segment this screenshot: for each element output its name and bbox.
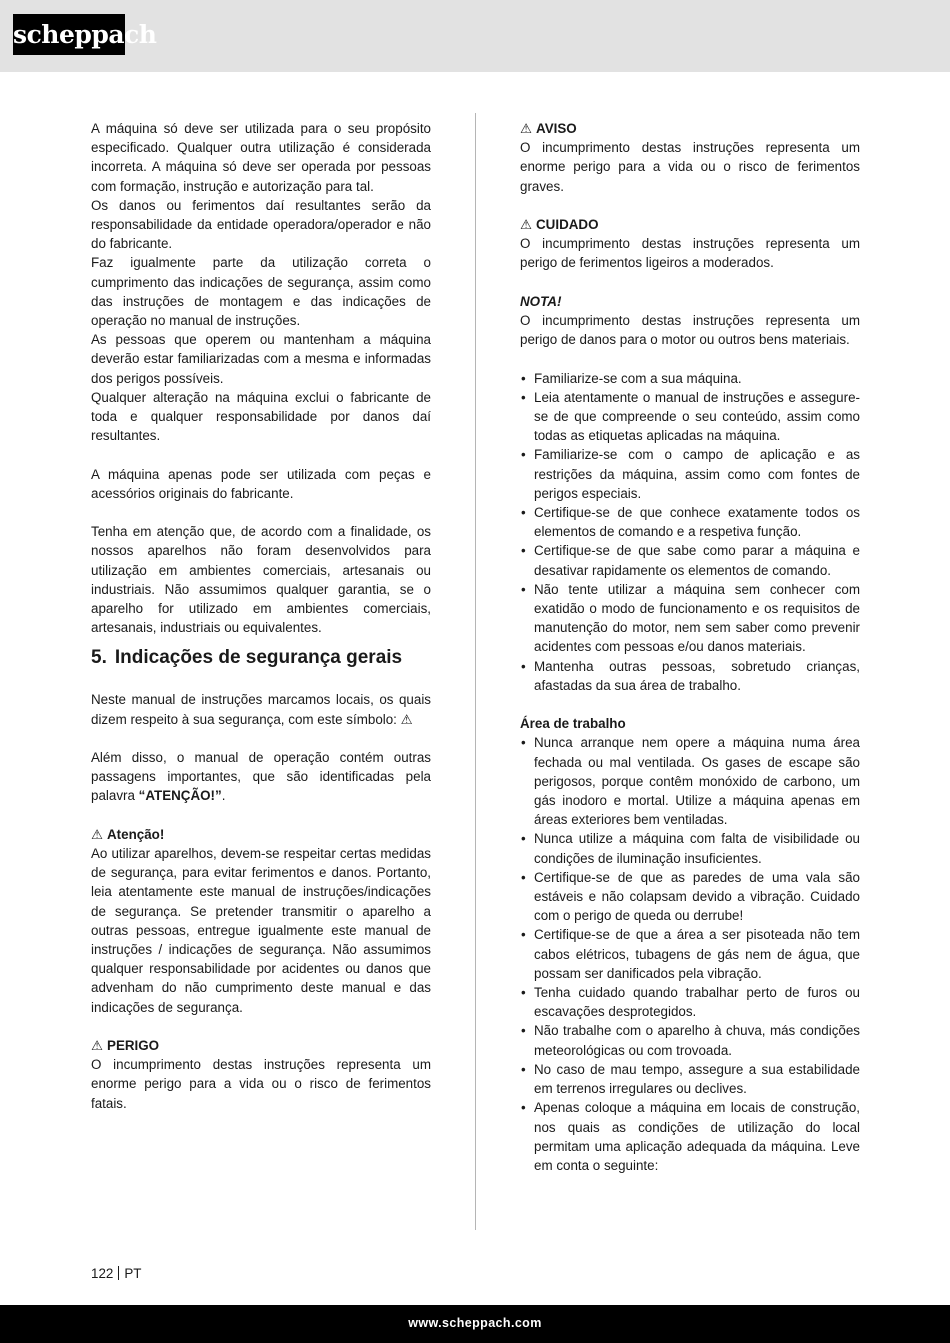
- nota-text: O incumprimento destas instruções representa um perigo de danos para o motor ou outros bens materiais.: [520, 313, 860, 348]
- warning-icon: ⚠: [91, 826, 104, 842]
- list-item: • Não tente utilizar a máquina sem conhecer com exatidão o modo de funcionamento e os requisitos de manutenção do motor, nem sem saber como prevenir acidentes com pessoas e/ou danos materiais.: [520, 580, 860, 657]
- atencao-text: Ao utilizar aparelhos, devem-se respeitar certas medidas de segurança, para evitar ferimentos e danos. Portanto, leia atentamente este manual de instruções/indicações de segurança. Se pretender transmitir o aparelho a outras pessoas, entregue igualmente este manual de instruções / indicações de segurança. Não assumimos qualquer responsabilidade por acidentes ou danos que advenham do não cumprimento deste manual e das indicações de segurança.: [91, 846, 431, 1015]
- warning-icon: ⚠: [520, 217, 533, 232]
- left-column: [91, 119, 431, 1113]
- attention-word-paragraph: Além disso, o manual de operação contém outras passagens importantes, que são identificadas pela palavra “ATENÇÃO!”.: [91, 750, 431, 804]
- list-item: • Certifique-se de que sabe como parar a máquina e desativar rapidamente os elementos de comando.: [520, 541, 860, 579]
- section-heading: [91, 646, 431, 670]
- footer-band: [0, 1305, 950, 1343]
- correct-use-paragraph: Faz igualmente parte da utilização correta o cumprimento das indicações de segurança, assim como das instruções de montagem e das indicações de operação no manual de instruções.: [91, 255, 431, 329]
- operators-paragraph: As pessoas que operem ou mantenham a máquina deverão estar familiarizadas com a mesma e informadas dos perigos possíveis.: [91, 332, 431, 386]
- perigo-heading: ⚠ PERIGO: [91, 1036, 431, 1055]
- list-item: • Familiarize-se com a sua máquina.: [520, 369, 860, 388]
- scheppach-logo: scheppach: [13, 14, 125, 55]
- warning-icon: ⚠: [91, 1038, 104, 1054]
- section-number: 5.: [91, 647, 107, 669]
- original-parts-paragraph: A máquina apenas pode ser utilizada com peças e acessórios originais do fabricante.: [91, 466, 431, 501]
- list-item: • Familiarize-se com o campo de aplicação e as restrições da máquina, assim como com fontes de perigos especiais.: [520, 445, 860, 503]
- safety-symbol-paragraph: Neste manual de instruções marcamos locais, os quais dizem respeito à sua segurança, com este símbolo: ⚠: [91, 692, 431, 727]
- list-item: • Tenha cuidado quando trabalhar perto de furos ou escavações desprotegidos.: [520, 983, 860, 1021]
- general-safety-list: [520, 369, 860, 695]
- list-item: • Não trabalhe com o aparelho à chuva, más condições meteorológicas ou com trovoada.: [520, 1021, 860, 1059]
- aviso-heading: ⚠ AVISO: [520, 119, 860, 138]
- liability-paragraph: Os danos ou ferimentos daí resultantes serão da responsabilidade da entidade operadora/operador e não do fabricante.: [91, 197, 431, 252]
- work-area-list: [520, 733, 860, 1175]
- attention-keyword: “ATENÇÃO!”: [138, 788, 222, 804]
- list-item: • Mantenha outras pessoas, sobretudo crianças, afastadas da sua área de trabalho.: [520, 657, 860, 695]
- warning-icon: ⚠: [520, 121, 533, 136]
- right-column: [520, 119, 860, 1175]
- intended-use-paragraph: A máquina só deve ser utilizada para o seu propósito especificado. Qualquer outra utilização é considerada incorreta. A máquina só deve ser operada por pessoas com formação, instrução e autorização para tal.: [91, 121, 431, 194]
- page-number-value: 122: [91, 1266, 114, 1281]
- atencao-heading: ⚠ Atenção!: [91, 825, 431, 844]
- list-item: • Nunca utilize a máquina com falta de visibilidade ou condições de iluminação insuficientes.: [520, 829, 860, 867]
- page-number: [91, 1265, 141, 1283]
- header-band: [0, 0, 950, 72]
- language-code: PT: [124, 1266, 142, 1281]
- page-number-separator: [118, 1266, 119, 1280]
- modification-paragraph: Qualquer alteração na máquina exclui o fabricante de toda e qualquer responsabilidade por danos daí resultantes.: [91, 389, 431, 444]
- cuidado-heading: ⚠ CUIDADO: [520, 215, 860, 234]
- work-area-heading: Área de trabalho: [520, 716, 626, 732]
- list-item: • Leia atentamente o manual de instruções e assegure-se de que compreende o seu conteúdo, assim como todas as etiquetas aplicadas na máquina.: [520, 388, 860, 446]
- perigo-text: O incumprimento destas instruções representa um enorme perigo para a vida ou o risco de ferimentos fatais.: [91, 1057, 431, 1111]
- commercial-use-paragraph: Tenha em atenção que, de acordo com a finalidade, os nossos aparelhos não foram desenvolvidos para utilização em ambientes comerciais, artesanais ou industriais. Não assumimos qualquer garantia, se o aparelho for utilizado em ambientes comerciais, artesanais, industriais ou equivalentes.: [91, 524, 431, 636]
- list-item: • Certifique-se de que a área a ser pisoteada não tem cabos elétricos, tubagens de gás nem de água, que possam ser danificados pela vibração.: [520, 925, 860, 983]
- section-title: Indicações de segurança gerais: [114, 647, 403, 669]
- column-divider: [475, 113, 476, 1230]
- list-item: • Nunca arranque nem opere a máquina numa área fechada ou mal ventilada. Os gases de escape são perigosos, porque contêm monóxido de carbono, um gás inodoro e mortal. Utilize a máquina apenas em áreas exteriores bem ventiladas.: [520, 733, 860, 829]
- list-item: • Certifique-se de que as paredes de uma vala são estáveis e não colapsam devido a vibração. Cuidado com o perigo de queda ou derrube!: [520, 868, 860, 926]
- list-item: • No caso de mau tempo, assegure a sua estabilidade em terrenos irregulares ou declives.: [520, 1060, 860, 1098]
- list-item: • Certifique-se de que conhece exatamente todos os elementos de comando e a respetiva função.: [520, 503, 860, 541]
- cuidado-text: O incumprimento destas instruções representa um perigo de ferimentos ligeiros a moderados.: [520, 236, 860, 271]
- nota-heading: NOTA!: [520, 293, 562, 309]
- list-item: • Apenas coloque a máquina em locais de construção, nos quais as condições de utilização do local permitam uma aplicação adequada da máquina. Leve em conta o seguinte:: [520, 1098, 860, 1175]
- aviso-text: O incumprimento destas instruções representa um enorme perigo para a vida ou o risco de ferimentos graves.: [520, 140, 860, 194]
- website-link[interactable]: www.scheppach.com: [408, 1316, 542, 1330]
